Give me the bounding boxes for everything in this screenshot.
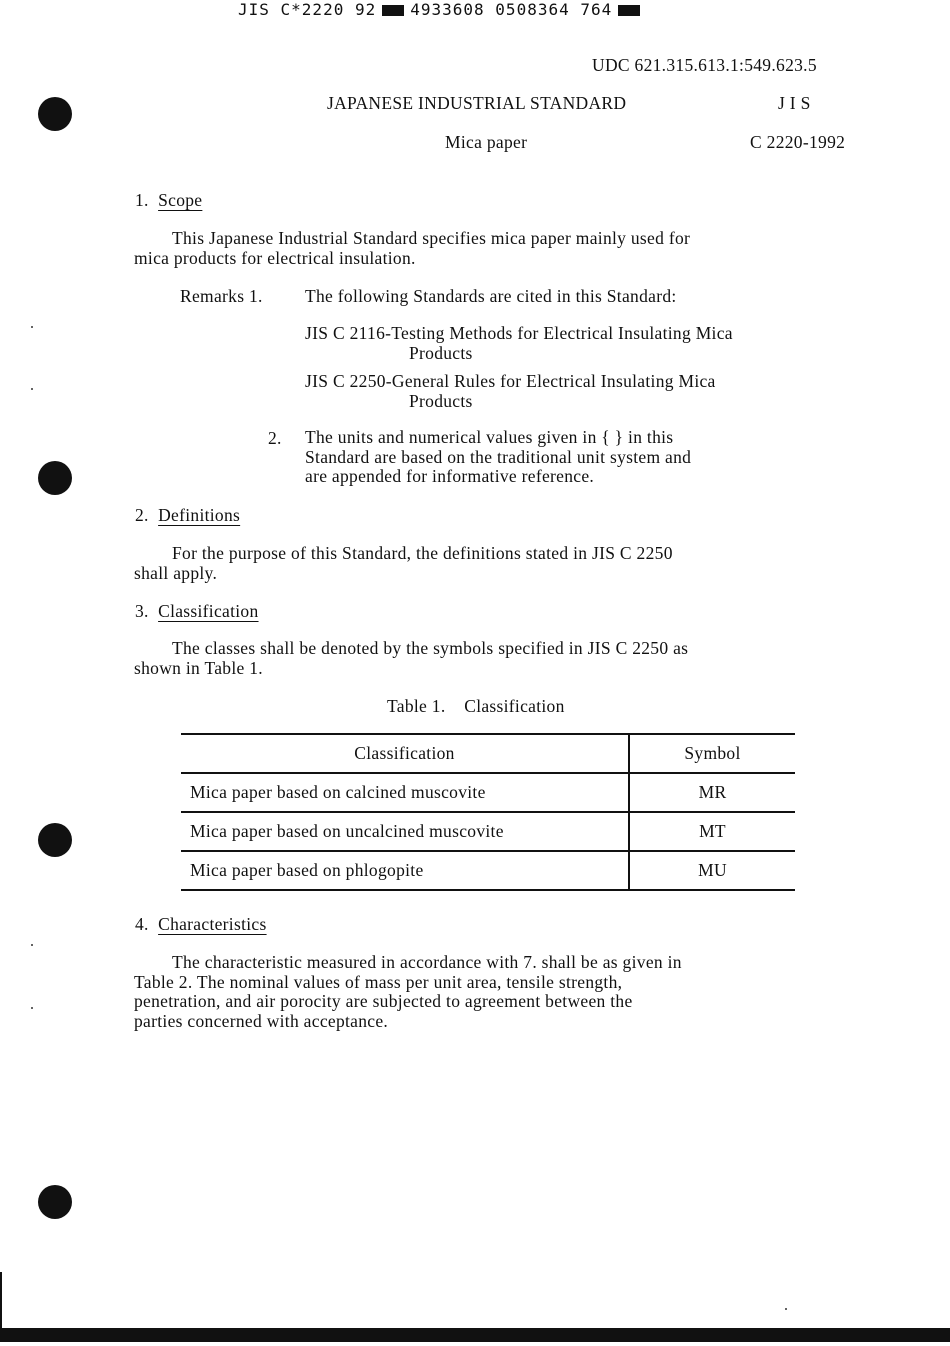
header-code-part2: 4933608 0508364 764 [410,0,613,19]
table-cell-symbol: MT [629,812,795,851]
scan-bottom-border [0,1328,950,1342]
table-cell-symbol: MU [629,851,795,890]
remark-2-number: 2. [268,428,282,448]
punch-hole [38,97,72,131]
table-1-caption: Table 1. Classification [387,696,565,716]
section-heading-classification: 3. Classification [135,601,259,621]
scan-header-code [238,0,646,19]
remark-2-text: The units and numerical values given in { } in this Standard are based on the traditional unit system and are appended for informative reference. [305,427,692,486]
scan-speck [31,1007,33,1009]
section-heading-scope: 1. Scope [135,190,203,210]
table-row [181,851,795,890]
black-block-mark [382,5,404,16]
document-number: C 2220-1992 [750,132,846,152]
table-cell-classification: Mica paper based on calcined muscovite [181,773,629,812]
definitions-paragraph: For the purpose of this Standard, the definitions stated in JIS C 2250 shall apply. [134,543,673,583]
table-row [181,812,795,851]
scan-speck [31,388,33,390]
header-code-part1: JIS C*2220 92 [238,0,377,19]
punch-hole [38,461,72,495]
table-cell-classification: Mica paper based on uncalcined muscovite [181,812,629,851]
cited-standard-1: JIS C 2116-Testing Methods for Electrical Insulating Mica Products [305,323,733,363]
scan-speck [31,944,33,946]
section-heading-definitions: 2. Definitions [135,505,241,525]
section-heading-characteristics: 4. Characteristics [135,914,267,934]
scan-speck [31,326,33,328]
table-cell-classification: Mica paper based on phlogopite [181,851,629,890]
jis-mark: J I S [778,93,811,113]
table-row [181,773,795,812]
standard-name: JAPANESE INDUSTRIAL STANDARD [327,93,627,113]
remark-1-text: The following Standards are cited in this Standard: [305,286,677,306]
table-header-row [181,734,795,773]
punch-hole [38,823,72,857]
scope-paragraph: This Japanese Industrial Standard specifies mica paper mainly used for mica products for electrical insulation. [134,228,691,268]
punch-hole [38,1185,72,1219]
black-block-mark [618,5,640,16]
table-header-symbol: Symbol [629,734,795,773]
scan-edge-line [0,1272,2,1332]
scan-speck [785,1308,787,1310]
remarks-label: Remarks 1. [180,286,263,306]
characteristics-paragraph: The characteristic measured in accordance with 7. shall be as given in Table 2. The nominal values of mass per unit area, tensile strength, penetration, and air porocity are subjected to agreement between the parties concerned with acceptance. [134,952,682,1031]
table-cell-symbol: MR [629,773,795,812]
classification-paragraph: The classes shall be denoted by the symbols specified in JIS C 2250 as shown in Table 1. [134,638,689,678]
table-header-classification: Classification [181,734,629,773]
udc-number: UDC 621.315.613.1:549.623.5 [592,55,817,75]
classification-table [181,733,795,891]
document-title: Mica paper [445,132,528,152]
cited-standard-2: JIS C 2250-General Rules for Electrical Insulating Mica Products [305,371,716,411]
